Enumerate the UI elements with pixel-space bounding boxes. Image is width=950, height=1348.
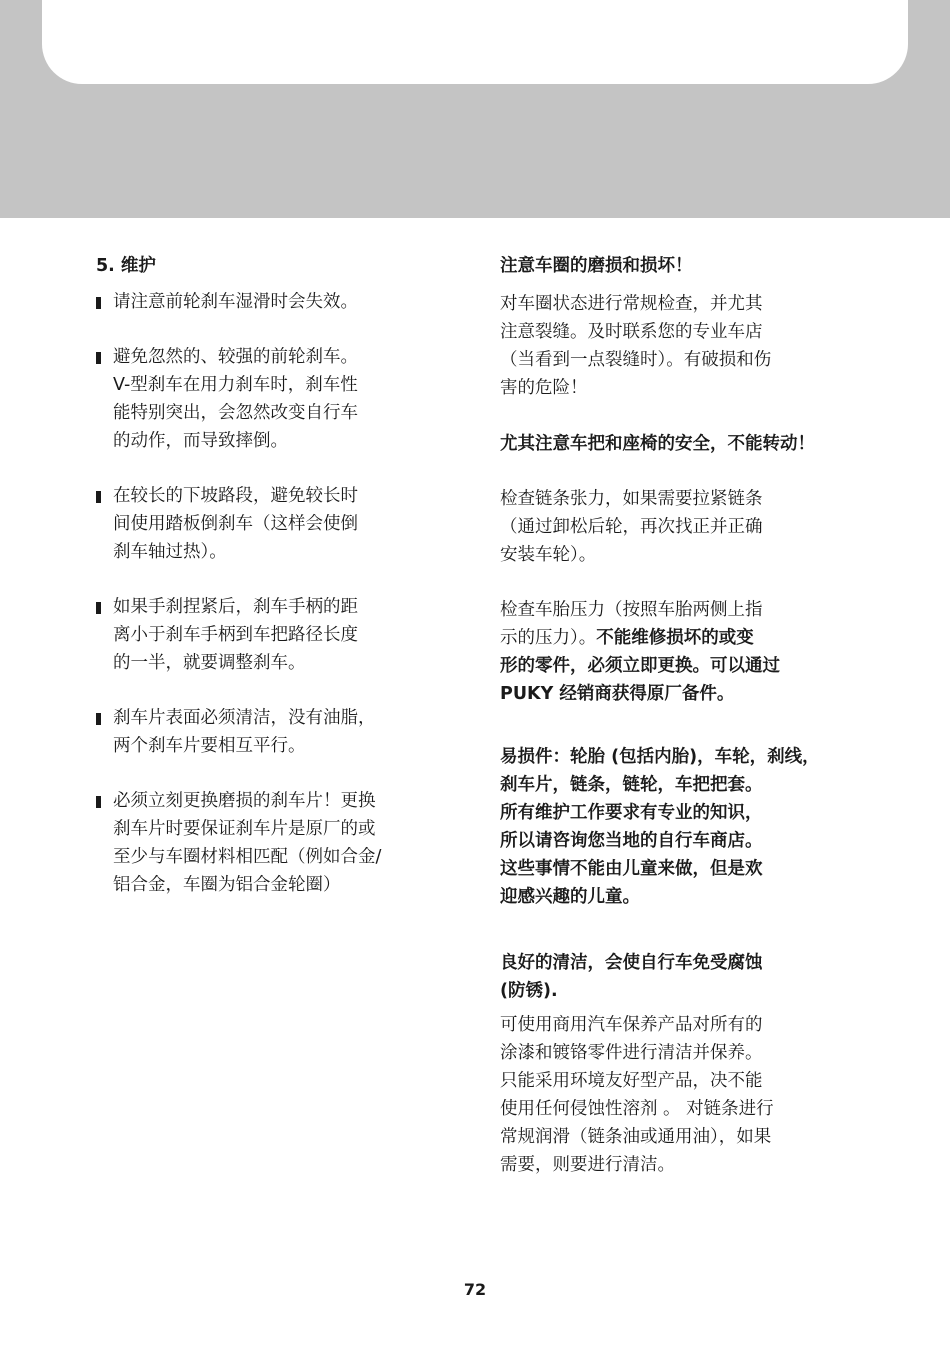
bullet-marker-icon: [96, 602, 101, 614]
bullet-marker-icon: [96, 713, 101, 725]
header-card: [42, 0, 908, 84]
bullet-text: 必须立刻更换磨损的刹车片！更换 刹车片时要保证刹车片是原厂的或 至少与车圈材料相匹配（例如合金/ 铝合金，车圈为铝合金轮圈）: [113, 791, 382, 895]
page-number: 72: [463, 1280, 487, 1299]
bullet-item: [96, 704, 446, 760]
bullet-text: 避免忽然的、较强的前轮刹车。 V-型刹车在用力刹车时，刹车性 能特别突出，会忽然改变自行车 的动作，而导致摔倒。: [113, 347, 358, 451]
bullet-marker-icon: [96, 297, 101, 309]
bullet-marker-icon: [96, 491, 101, 503]
cleaning-heading: 良好的清洁，会使自行车免受腐蚀 (防锈).: [500, 953, 763, 1001]
cleaning-text: 可使用商用汽车保养产品对所有的 涂漆和镀铬零件进行清洁并保养。 只能采用环境友好型产品，决不能 使用任何侵蚀性溶剂 。 对链条进行 常规润滑（链条油或通用油），如果 需要，则要进行清洁。: [500, 1015, 774, 1175]
wear-parts-text: 易损件：轮胎 (包括内胎)，车轮，刹线， 刹车片，链条，链轮，车把把套。 所有维护工作要求有专业的知识， 所以请咨询您当地的自行车商店。 这些事情不能由儿童来做，但是欢 迎感兴趣的儿童。: [500, 747, 820, 907]
bullet-item: [96, 787, 446, 899]
bullet-item: [96, 343, 446, 455]
bullet-item: [96, 288, 446, 316]
right-column: [500, 252, 880, 1179]
bullet-item: [96, 593, 446, 677]
bullet-text: 请注意前轮刹车湿滑时会失效。: [113, 292, 358, 312]
bullet-text: 如果手刹捏紧后，刹车手柄的距 离小于刹车手柄到车把路径长度 的一半，就要调整刹车。: [113, 597, 358, 673]
bullet-text: 在较长的下坡路段，避免较长时 间使用踏板倒刹车（这样会使倒 刹车轴过热）。: [113, 486, 358, 562]
bullet-item: [96, 482, 446, 566]
tire-text-bold: 不能维修损坏的或变 形的零件，必须立即更换。可以通过 PUKY 经销商获得原厂备件。: [500, 628, 780, 704]
tire-text-normal: 检查车胎压力（按照车胎两侧上指 示的压力）。: [500, 600, 763, 648]
tire-text: [500, 596, 880, 708]
handlebar-heading: 尤其注意车把和座椅的安全，不能转动！: [500, 434, 815, 454]
rim-heading: 注意车圈的磨损和损坏！: [500, 256, 693, 276]
bullet-text: 刹车片表面必须清洁，没有油脂， 两个刹车片要相互平行。: [113, 708, 376, 756]
bullet-marker-icon: [96, 796, 101, 808]
bullet-marker-icon: [96, 352, 101, 364]
left-column: [96, 252, 446, 926]
bullet-list: [96, 288, 446, 899]
rim-text: 对车圈状态进行常规检查，并尤其 注意裂缝。及时联系您的专业车店 （当看到一点裂缝时）。有破损和伤 害的危险！: [500, 294, 772, 398]
section-title: 5. 维护: [96, 256, 156, 276]
chain-text: 检查链条张力，如果需要拉紧链条 （通过卸松后轮，再次找正并正确 安装车轮）。: [500, 489, 763, 565]
